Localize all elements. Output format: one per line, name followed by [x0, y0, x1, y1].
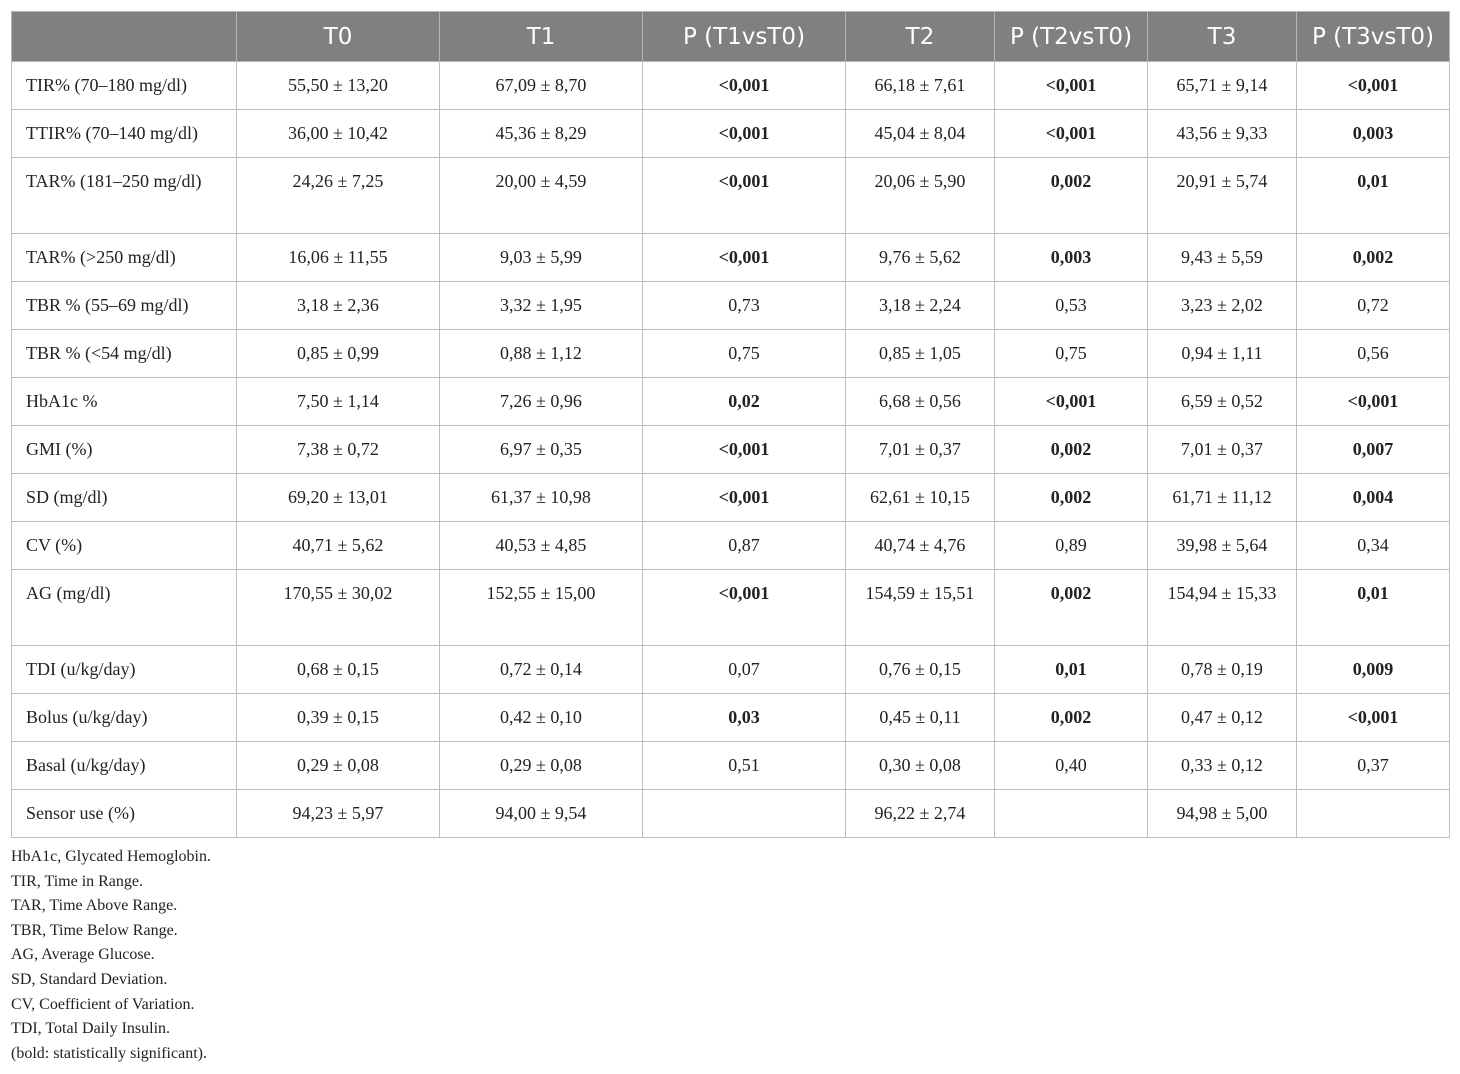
- cell-t0: 0,39 ± 0,15: [237, 694, 440, 742]
- table-row: [12, 282, 1450, 330]
- cell-p3: 0,37: [1297, 742, 1450, 790]
- cell-t3: 65,71 ± 9,14: [1148, 62, 1297, 110]
- table-row: [12, 158, 1450, 234]
- cell-t2: 20,06 ± 5,90: [846, 158, 995, 234]
- cell-t3: 3,23 ± 2,02: [1148, 282, 1297, 330]
- cell-t1: 0,29 ± 0,08: [440, 742, 643, 790]
- cell-p2: 0,89: [995, 522, 1148, 570]
- cell-t3: 61,71 ± 11,12: [1148, 474, 1297, 522]
- cell-p1: <0,001: [643, 570, 846, 646]
- cell-t0: 16,06 ± 11,55: [237, 234, 440, 282]
- cell-p3: <0,001: [1297, 694, 1450, 742]
- cell-p3: 0,003: [1297, 110, 1450, 158]
- cell-p1: <0,001: [643, 234, 846, 282]
- cell-p3: <0,001: [1297, 62, 1450, 110]
- cell-p2: 0,002: [995, 474, 1148, 522]
- row-label-cell: TIR% (70–180 mg/dl): [12, 62, 237, 110]
- header-cell-p1: P (T1vsT0): [643, 12, 846, 62]
- cell-t2: 9,76 ± 5,62: [846, 234, 995, 282]
- cell-p3: 0,004: [1297, 474, 1450, 522]
- header-cell-label: [12, 12, 237, 62]
- cell-p3: 0,34: [1297, 522, 1450, 570]
- cell-t3: 7,01 ± 0,37: [1148, 426, 1297, 474]
- cell-t2: 154,59 ± 15,51: [846, 570, 995, 646]
- cell-t0: 170,55 ± 30,02: [237, 570, 440, 646]
- header-row: [12, 12, 1450, 62]
- cell-t3: 43,56 ± 9,33: [1148, 110, 1297, 158]
- cell-p2: 0,75: [995, 330, 1148, 378]
- cell-t0: 55,50 ± 13,20: [237, 62, 440, 110]
- cell-p1: <0,001: [643, 158, 846, 234]
- cell-t3: 94,98 ± 5,00: [1148, 790, 1297, 838]
- cell-t2: 0,85 ± 1,05: [846, 330, 995, 378]
- footnote-line: CV, Coefficient of Variation.: [11, 995, 195, 1013]
- cell-t0: 0,68 ± 0,15: [237, 646, 440, 694]
- cell-p1: <0,001: [643, 110, 846, 158]
- cell-p3: 0,72: [1297, 282, 1450, 330]
- cell-t0: 40,71 ± 5,62: [237, 522, 440, 570]
- footnote-line: TAR, Time Above Range.: [11, 897, 178, 915]
- table-row: [12, 646, 1450, 694]
- cell-p3: <0,001: [1297, 378, 1450, 426]
- cell-t0: 0,29 ± 0,08: [237, 742, 440, 790]
- cell-t0: 7,38 ± 0,72: [237, 426, 440, 474]
- row-label-cell: SD (mg/dl): [12, 474, 237, 522]
- cell-t2: 3,18 ± 2,24: [846, 282, 995, 330]
- cell-t1: 20,00 ± 4,59: [440, 158, 643, 234]
- row-label-cell: TAR% (181–250 mg/dl): [12, 158, 237, 234]
- row-label-cell: TDI (u/kg/day): [12, 646, 237, 694]
- cell-t2: 7,01 ± 0,37: [846, 426, 995, 474]
- row-label-cell: GMI (%): [12, 426, 237, 474]
- cell-t1: 9,03 ± 5,99: [440, 234, 643, 282]
- cell-t3: 6,59 ± 0,52: [1148, 378, 1297, 426]
- cell-t1: 6,97 ± 0,35: [440, 426, 643, 474]
- cell-t3: 0,94 ± 1,11: [1148, 330, 1297, 378]
- cell-t2: 0,76 ± 0,15: [846, 646, 995, 694]
- cell-t1: 40,53 ± 4,85: [440, 522, 643, 570]
- cell-p2: 0,01: [995, 646, 1148, 694]
- cell-p1: 0,07: [643, 646, 846, 694]
- cell-p2: 0,002: [995, 570, 1148, 646]
- cell-p2: 0,002: [995, 158, 1148, 234]
- cell-p2: <0,001: [995, 110, 1148, 158]
- results-table: [11, 11, 1450, 838]
- row-label-cell: TTIR% (70–140 mg/dl): [12, 110, 237, 158]
- row-label-cell: HbA1c %: [12, 378, 237, 426]
- cell-p2: 0,002: [995, 694, 1148, 742]
- footnote-line: SD, Standard Deviation.: [11, 970, 168, 988]
- cell-t1: 61,37 ± 10,98: [440, 474, 643, 522]
- cell-t0: 3,18 ± 2,36: [237, 282, 440, 330]
- cell-p3: 0,56: [1297, 330, 1450, 378]
- cell-p1: 0,51: [643, 742, 846, 790]
- footnote-line: TBR, Time Below Range.: [11, 921, 178, 939]
- cell-p2: [995, 790, 1148, 838]
- table-row: [12, 570, 1450, 646]
- table-row: [12, 522, 1450, 570]
- row-label-cell: TBR % (55–69 mg/dl): [12, 282, 237, 330]
- cell-t2: 40,74 ± 4,76: [846, 522, 995, 570]
- header-cell-t0: T0: [237, 12, 440, 62]
- cell-t3: 39,98 ± 5,64: [1148, 522, 1297, 570]
- cell-t1: 67,09 ± 8,70: [440, 62, 643, 110]
- cell-t2: 0,30 ± 0,08: [846, 742, 995, 790]
- table-row: [12, 62, 1450, 110]
- cell-p3: [1297, 790, 1450, 838]
- cell-t1: 0,72 ± 0,14: [440, 646, 643, 694]
- footnote-line: TIR, Time in Range.: [11, 872, 144, 890]
- header-cell-t3: T3: [1148, 12, 1297, 62]
- cell-t3: 0,33 ± 0,12: [1148, 742, 1297, 790]
- cell-p3: 0,009: [1297, 646, 1450, 694]
- cell-t1: 152,55 ± 15,00: [440, 570, 643, 646]
- cell-t3: 20,91 ± 5,74: [1148, 158, 1297, 234]
- row-label-cell: AG (mg/dl): [12, 570, 237, 646]
- cell-t3: 0,78 ± 0,19: [1148, 646, 1297, 694]
- cell-t2: 62,61 ± 10,15: [846, 474, 995, 522]
- cell-p1: <0,001: [643, 474, 846, 522]
- cell-p1: 0,75: [643, 330, 846, 378]
- row-label-cell: TAR% (>250 mg/dl): [12, 234, 237, 282]
- cell-t3: 9,43 ± 5,59: [1148, 234, 1297, 282]
- cell-p3: 0,01: [1297, 570, 1450, 646]
- cell-p1: <0,001: [643, 62, 846, 110]
- table-row: [12, 330, 1450, 378]
- cell-t2: 0,45 ± 0,11: [846, 694, 995, 742]
- cell-t1: 0,88 ± 1,12: [440, 330, 643, 378]
- cell-p1: 0,03: [643, 694, 846, 742]
- footnotes: [11, 845, 211, 1066]
- cell-t0: 0,85 ± 0,99: [237, 330, 440, 378]
- footnote-line: HbA1c, Glycated Hemoglobin.: [11, 848, 211, 865]
- cell-p2: 0,53: [995, 282, 1148, 330]
- row-label-cell: Bolus (u/kg/day): [12, 694, 237, 742]
- table-row: [12, 378, 1450, 426]
- cell-t0: 36,00 ± 10,42: [237, 110, 440, 158]
- cell-t3: 0,47 ± 0,12: [1148, 694, 1297, 742]
- header-cell-p2: P (T2vsT0): [995, 12, 1148, 62]
- cell-t1: 94,00 ± 9,54: [440, 790, 643, 838]
- cell-p2: 0,003: [995, 234, 1148, 282]
- cell-t0: 94,23 ± 5,97: [237, 790, 440, 838]
- cell-t2: 66,18 ± 7,61: [846, 62, 995, 110]
- table-row: [12, 234, 1450, 282]
- cell-p2: <0,001: [995, 62, 1148, 110]
- cell-p1: 0,73: [643, 282, 846, 330]
- row-label-cell: TBR % (<54 mg/dl): [12, 330, 237, 378]
- footnote-line: TDI, Total Daily Insulin.: [11, 1020, 171, 1038]
- row-label-cell: Basal (u/kg/day): [12, 742, 237, 790]
- header-cell-t1: T1: [440, 12, 643, 62]
- cell-p1: 0,87: [643, 522, 846, 570]
- header-cell-p3: P (T3vsT0): [1297, 12, 1450, 62]
- cell-t2: 6,68 ± 0,56: [846, 378, 995, 426]
- footnote-line: (bold: statistically significant).: [11, 1044, 207, 1062]
- table-row: [12, 110, 1450, 158]
- cell-p1: [643, 790, 846, 838]
- cell-t1: 45,36 ± 8,29: [440, 110, 643, 158]
- cell-t3: 154,94 ± 15,33: [1148, 570, 1297, 646]
- table-row: [12, 790, 1450, 838]
- cell-p3: 0,01: [1297, 158, 1450, 234]
- cell-t0: 69,20 ± 13,01: [237, 474, 440, 522]
- cell-p1: 0,02: [643, 378, 846, 426]
- footnote-line: AG, Average Glucose.: [11, 946, 155, 964]
- row-label-cell: CV (%): [12, 522, 237, 570]
- cell-p2: 0,40: [995, 742, 1148, 790]
- cell-t2: 96,22 ± 2,74: [846, 790, 995, 838]
- cell-p2: <0,001: [995, 378, 1148, 426]
- cell-t1: 7,26 ± 0,96: [440, 378, 643, 426]
- table-row: [12, 742, 1450, 790]
- cell-t0: 24,26 ± 7,25: [237, 158, 440, 234]
- cell-t1: 3,32 ± 1,95: [440, 282, 643, 330]
- cell-p3: 0,007: [1297, 426, 1450, 474]
- table-row: [12, 694, 1450, 742]
- table-row: [12, 474, 1450, 522]
- row-label-cell: Sensor use (%): [12, 790, 237, 838]
- cell-t0: 7,50 ± 1,14: [237, 378, 440, 426]
- cell-t1: 0,42 ± 0,10: [440, 694, 643, 742]
- cell-p2: 0,002: [995, 426, 1148, 474]
- header-cell-t2: T2: [846, 12, 995, 62]
- cell-p3: 0,002: [1297, 234, 1450, 282]
- cell-p1: <0,001: [643, 426, 846, 474]
- table-row: [12, 426, 1450, 474]
- cell-t2: 45,04 ± 8,04: [846, 110, 995, 158]
